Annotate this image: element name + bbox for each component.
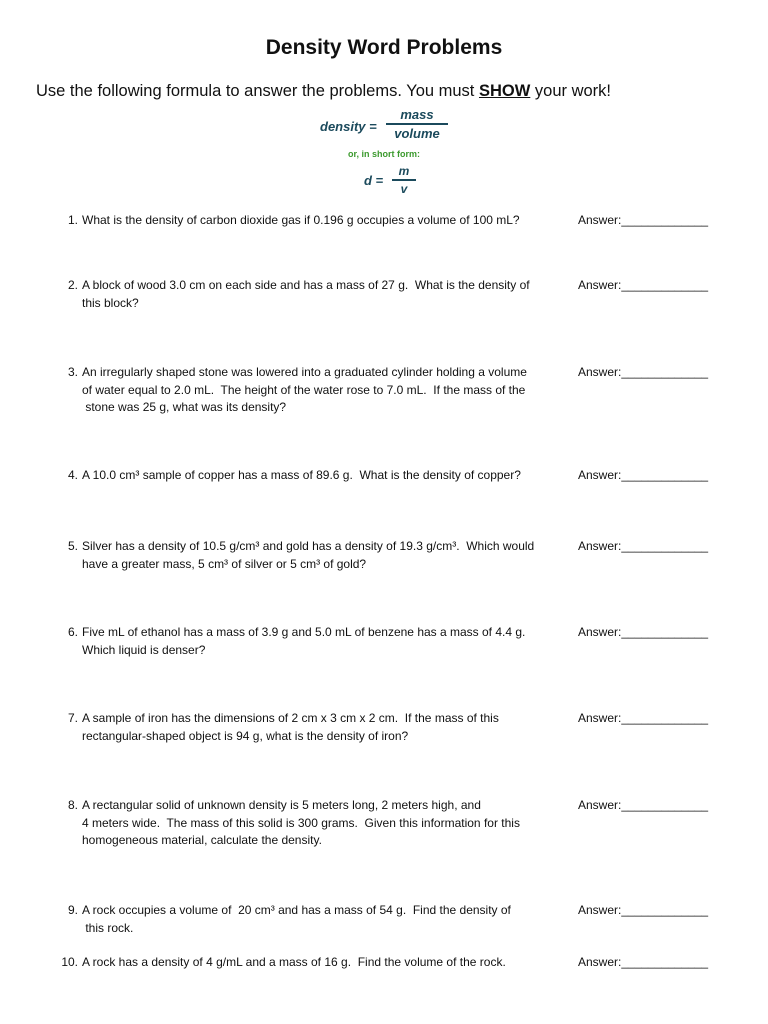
short-formula — [0, 164, 768, 196]
problem-line: A 10.0 cm³ sample of copper has a mass of 89.6 g. What is the density of copper? — [82, 468, 521, 482]
problem-number: 7. — [67, 711, 78, 725]
problem-line: 4 meters wide. The mass of this solid is 300 grams. Given this information for this — [82, 815, 520, 830]
answer-blank[interactable]: Answer:_____________ — [578, 903, 709, 917]
fraction-bar — [392, 179, 416, 181]
problem-text — [82, 902, 552, 937]
problem-line: What is the density of carbon dioxide gas if 0.196 g occupies a volume of 100 mL? — [82, 213, 520, 227]
fraction-bar — [386, 123, 448, 125]
problem-text — [82, 277, 552, 312]
problem-number: 6. — [67, 625, 78, 639]
instructions — [36, 82, 611, 101]
instructions-text: Use the following formula to answer the problems. You must — [36, 82, 479, 100]
problem-number: 5. — [67, 539, 78, 553]
answer-blank[interactable]: Answer:_____________ — [578, 213, 709, 227]
problem-number: 1. — [67, 213, 78, 227]
problem-line: Which liquid is denser? — [82, 642, 206, 657]
problem-line: this rock. — [82, 920, 134, 935]
problem-line: A rock has a density of 4 g/mL and a mass of 16 g. Find the volume of the rock. — [82, 955, 506, 969]
density-formula — [0, 106, 768, 146]
problem-line: A block of wood 3.0 cm on each side and has a mass of 27 g. What is the density of — [82, 278, 530, 292]
problem-text — [82, 954, 552, 972]
short-formula-denominator: v — [400, 182, 408, 196]
problem-line: of water equal to 2.0 mL. The height of the water rose to 7.0 mL. If the mass of the — [82, 382, 526, 397]
problem-line: Silver has a density of 10.5 g/cm³ and gold has a density of 19.3 g/cm³. Which would — [82, 539, 535, 553]
problem-text — [82, 624, 552, 659]
short-formula-fraction — [392, 164, 416, 196]
problem-line: An irregularly shaped stone was lowered into a graduated cylinder holding a volume — [82, 365, 527, 379]
instructions-emphasis: SHOW — [478, 82, 531, 100]
formula-numerator: mass — [400, 107, 434, 122]
problem-line: A sample of iron has the dimensions of 2 cm x 3 cm x 2 cm. If the mass of this — [82, 711, 499, 725]
problem-number: 8. — [67, 798, 78, 812]
instructions-text-end: your work! — [530, 82, 612, 100]
problem-line: A rock occupies a volume of 20 cm³ and has a mass of 54 g. Find the density of — [82, 903, 511, 917]
short-formula-lhs: d = — [364, 173, 384, 188]
problem-number: 10. — [61, 955, 78, 969]
page-title: Density Word Problems — [265, 36, 503, 59]
problem-number: 4. — [67, 468, 78, 482]
formula-note: or, in short form: — [348, 149, 420, 159]
formula-fraction — [386, 107, 448, 141]
problem-text — [82, 364, 552, 417]
problem-number: 3. — [67, 365, 78, 379]
problem-line: this block? — [82, 295, 139, 310]
problem-line: Five mL of ethanol has a mass of 3.9 g and 5.0 mL of benzene has a mass of 4.4 g. — [82, 625, 526, 639]
answer-blank[interactable]: Answer:_____________ — [578, 539, 709, 553]
problem-text — [82, 212, 552, 230]
problem-line: rectangular-shaped object is 94 g, what is the density of iron? — [82, 728, 409, 743]
answer-blank[interactable]: Answer:_____________ — [578, 278, 709, 292]
formula-denominator: volume — [394, 126, 440, 141]
short-formula-numerator: m — [398, 164, 410, 178]
formula-lhs: density = — [320, 119, 377, 134]
answer-blank[interactable]: Answer:_____________ — [578, 955, 709, 969]
answer-blank[interactable]: Answer:_____________ — [578, 798, 709, 812]
answer-blank[interactable]: Answer:_____________ — [578, 711, 709, 725]
problem-text — [82, 467, 552, 485]
problem-text — [82, 710, 552, 745]
problem-number: 9. — [67, 903, 78, 917]
problem-text — [82, 538, 552, 573]
answer-blank[interactable]: Answer:_____________ — [578, 468, 709, 482]
problem-number: 2. — [67, 278, 78, 292]
problem-text — [82, 797, 552, 850]
problem-line: A rectangular solid of unknown density is 5 meters long, 2 meters high, and — [82, 798, 481, 812]
answer-blank[interactable]: Answer:_____________ — [578, 625, 709, 639]
problem-line: have a greater mass, 5 cm³ of silver or 5 cm³ of gold? — [82, 556, 367, 571]
problem-line: homogeneous material, calculate the density. — [82, 833, 322, 847]
problem-line: stone was 25 g, what was its density? — [82, 400, 287, 414]
answer-blank[interactable]: Answer:_____________ — [578, 365, 709, 379]
